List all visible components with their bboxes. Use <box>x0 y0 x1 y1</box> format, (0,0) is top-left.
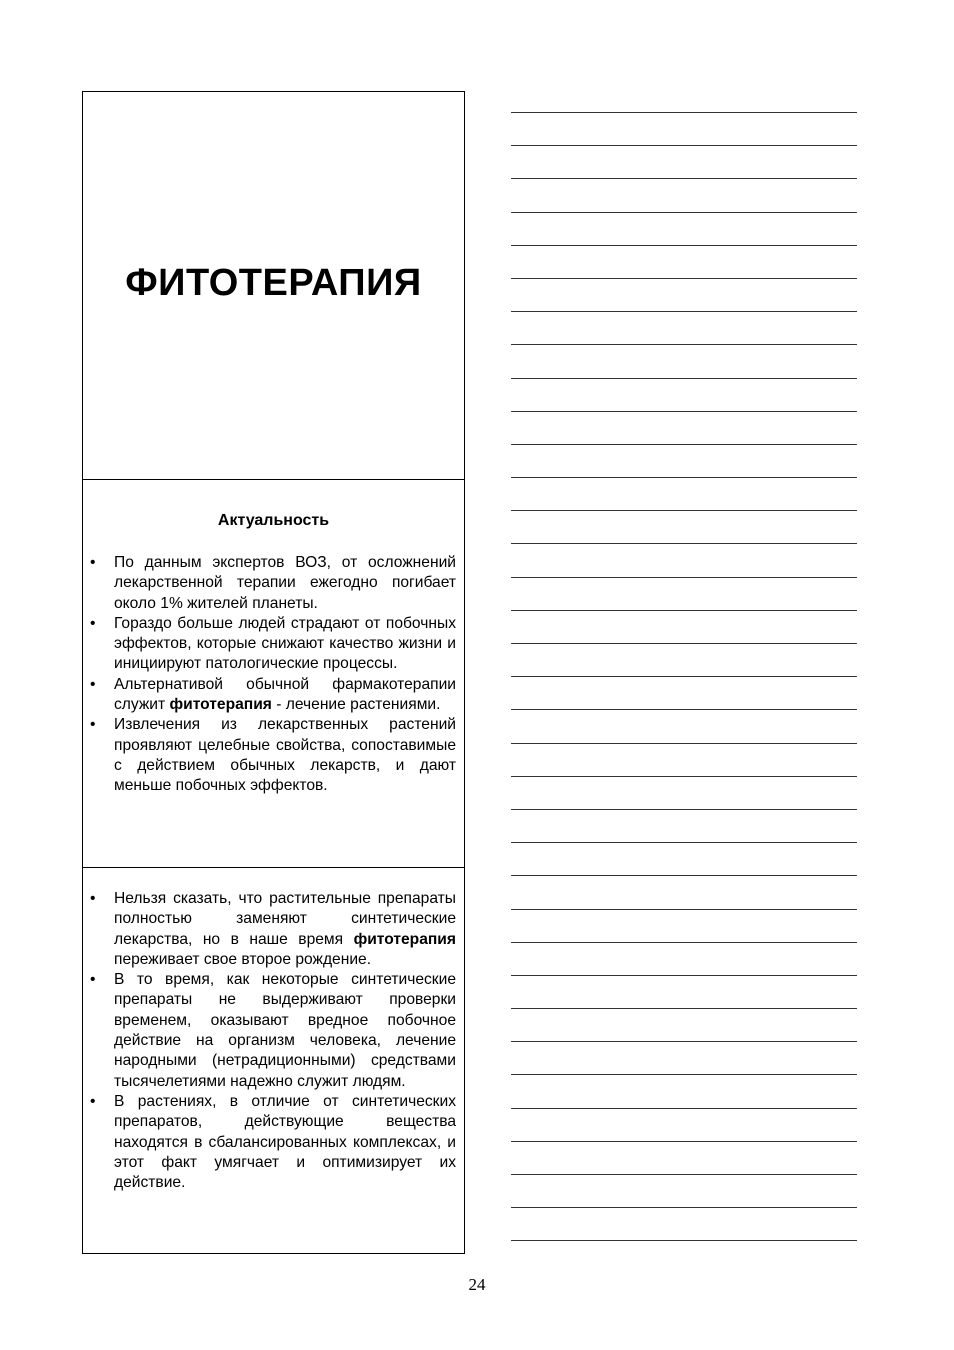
note-line <box>511 112 857 113</box>
note-line <box>511 1108 857 1109</box>
note-line <box>511 1207 857 1208</box>
emphasis: фитотерапия <box>169 696 272 714</box>
note-line <box>511 1174 857 1175</box>
note-line <box>511 477 857 478</box>
note-line <box>511 543 857 544</box>
note-line <box>511 1074 857 1075</box>
note-line <box>511 1141 857 1142</box>
note-line <box>511 1240 857 1241</box>
bullet-list <box>114 553 456 797</box>
note-line <box>511 178 857 179</box>
note-line <box>511 344 857 345</box>
note-line <box>511 809 857 810</box>
slide-title <box>83 92 464 480</box>
note-line <box>511 444 857 445</box>
note-line <box>511 909 857 910</box>
note-line <box>511 378 857 379</box>
notes-lines <box>511 112 857 1274</box>
slide-continued <box>83 868 464 1253</box>
note-line <box>511 942 857 943</box>
list-item: • Извлечения из лекарственных растений проявляют целебные свойства, сопоставимые с действием обычных лекарств, и дают меньше побочных эффектов. <box>114 715 456 796</box>
note-line <box>511 145 857 146</box>
note-line <box>511 975 857 976</box>
bullet-list <box>114 889 456 1193</box>
list-item: • По данным экспертов ВОЗ, от осложнений лекарственной терапии ежегодно погибает около 1% жителей планеты. <box>114 553 456 614</box>
emphasis: фитотерапия <box>353 930 456 948</box>
note-line <box>511 411 857 412</box>
slide-relevance <box>83 480 464 868</box>
note-line <box>511 842 857 843</box>
note-line <box>511 610 857 611</box>
note-line <box>511 875 857 876</box>
note-line <box>511 577 857 578</box>
note-line <box>511 643 857 644</box>
slide-heading: Актуальность <box>217 512 330 529</box>
note-line <box>511 743 857 744</box>
note-line <box>511 212 857 213</box>
list-item: • Альтернативой обычной фармакотерапии служит фитотерапия - лечение растениями. <box>114 675 456 716</box>
note-line <box>511 776 857 777</box>
note-line <box>511 1041 857 1042</box>
note-line <box>511 676 857 677</box>
note-line <box>511 311 857 312</box>
note-line <box>511 245 857 246</box>
note-line <box>511 278 857 279</box>
slide-title-text: ФИТОТЕРАПИЯ <box>125 262 422 304</box>
note-line <box>511 510 857 511</box>
note-line <box>511 1008 857 1009</box>
list-item: • Гораздо больше людей страдают от побочных эффектов, которые снижают качество жизни и инициируют патологические процессы. <box>114 614 456 675</box>
note-line <box>511 709 857 710</box>
list-item: • Нельзя сказать, что растительные препараты полностью заменяют синтетические лекарства, но в наше время фитотерапия переживает свое второе рождение. <box>114 889 456 970</box>
list-item: • В растениях, в отличие от синтетических препаратов, действующие вещества находятся в сбалансированных комплексах, и этот факт умягчает и оптимизирует их действие. <box>114 1092 456 1193</box>
list-item: • В то время, как некоторые синтетические препараты не выдерживают проверки временем, оказывают вредное побочное действие на организм человека, лечение народными (нетрадиционными) средствами тысячелетиями надежно служит людям. <box>114 970 456 1092</box>
page-number: 24 <box>468 1275 486 1294</box>
slides-column <box>82 91 465 1254</box>
